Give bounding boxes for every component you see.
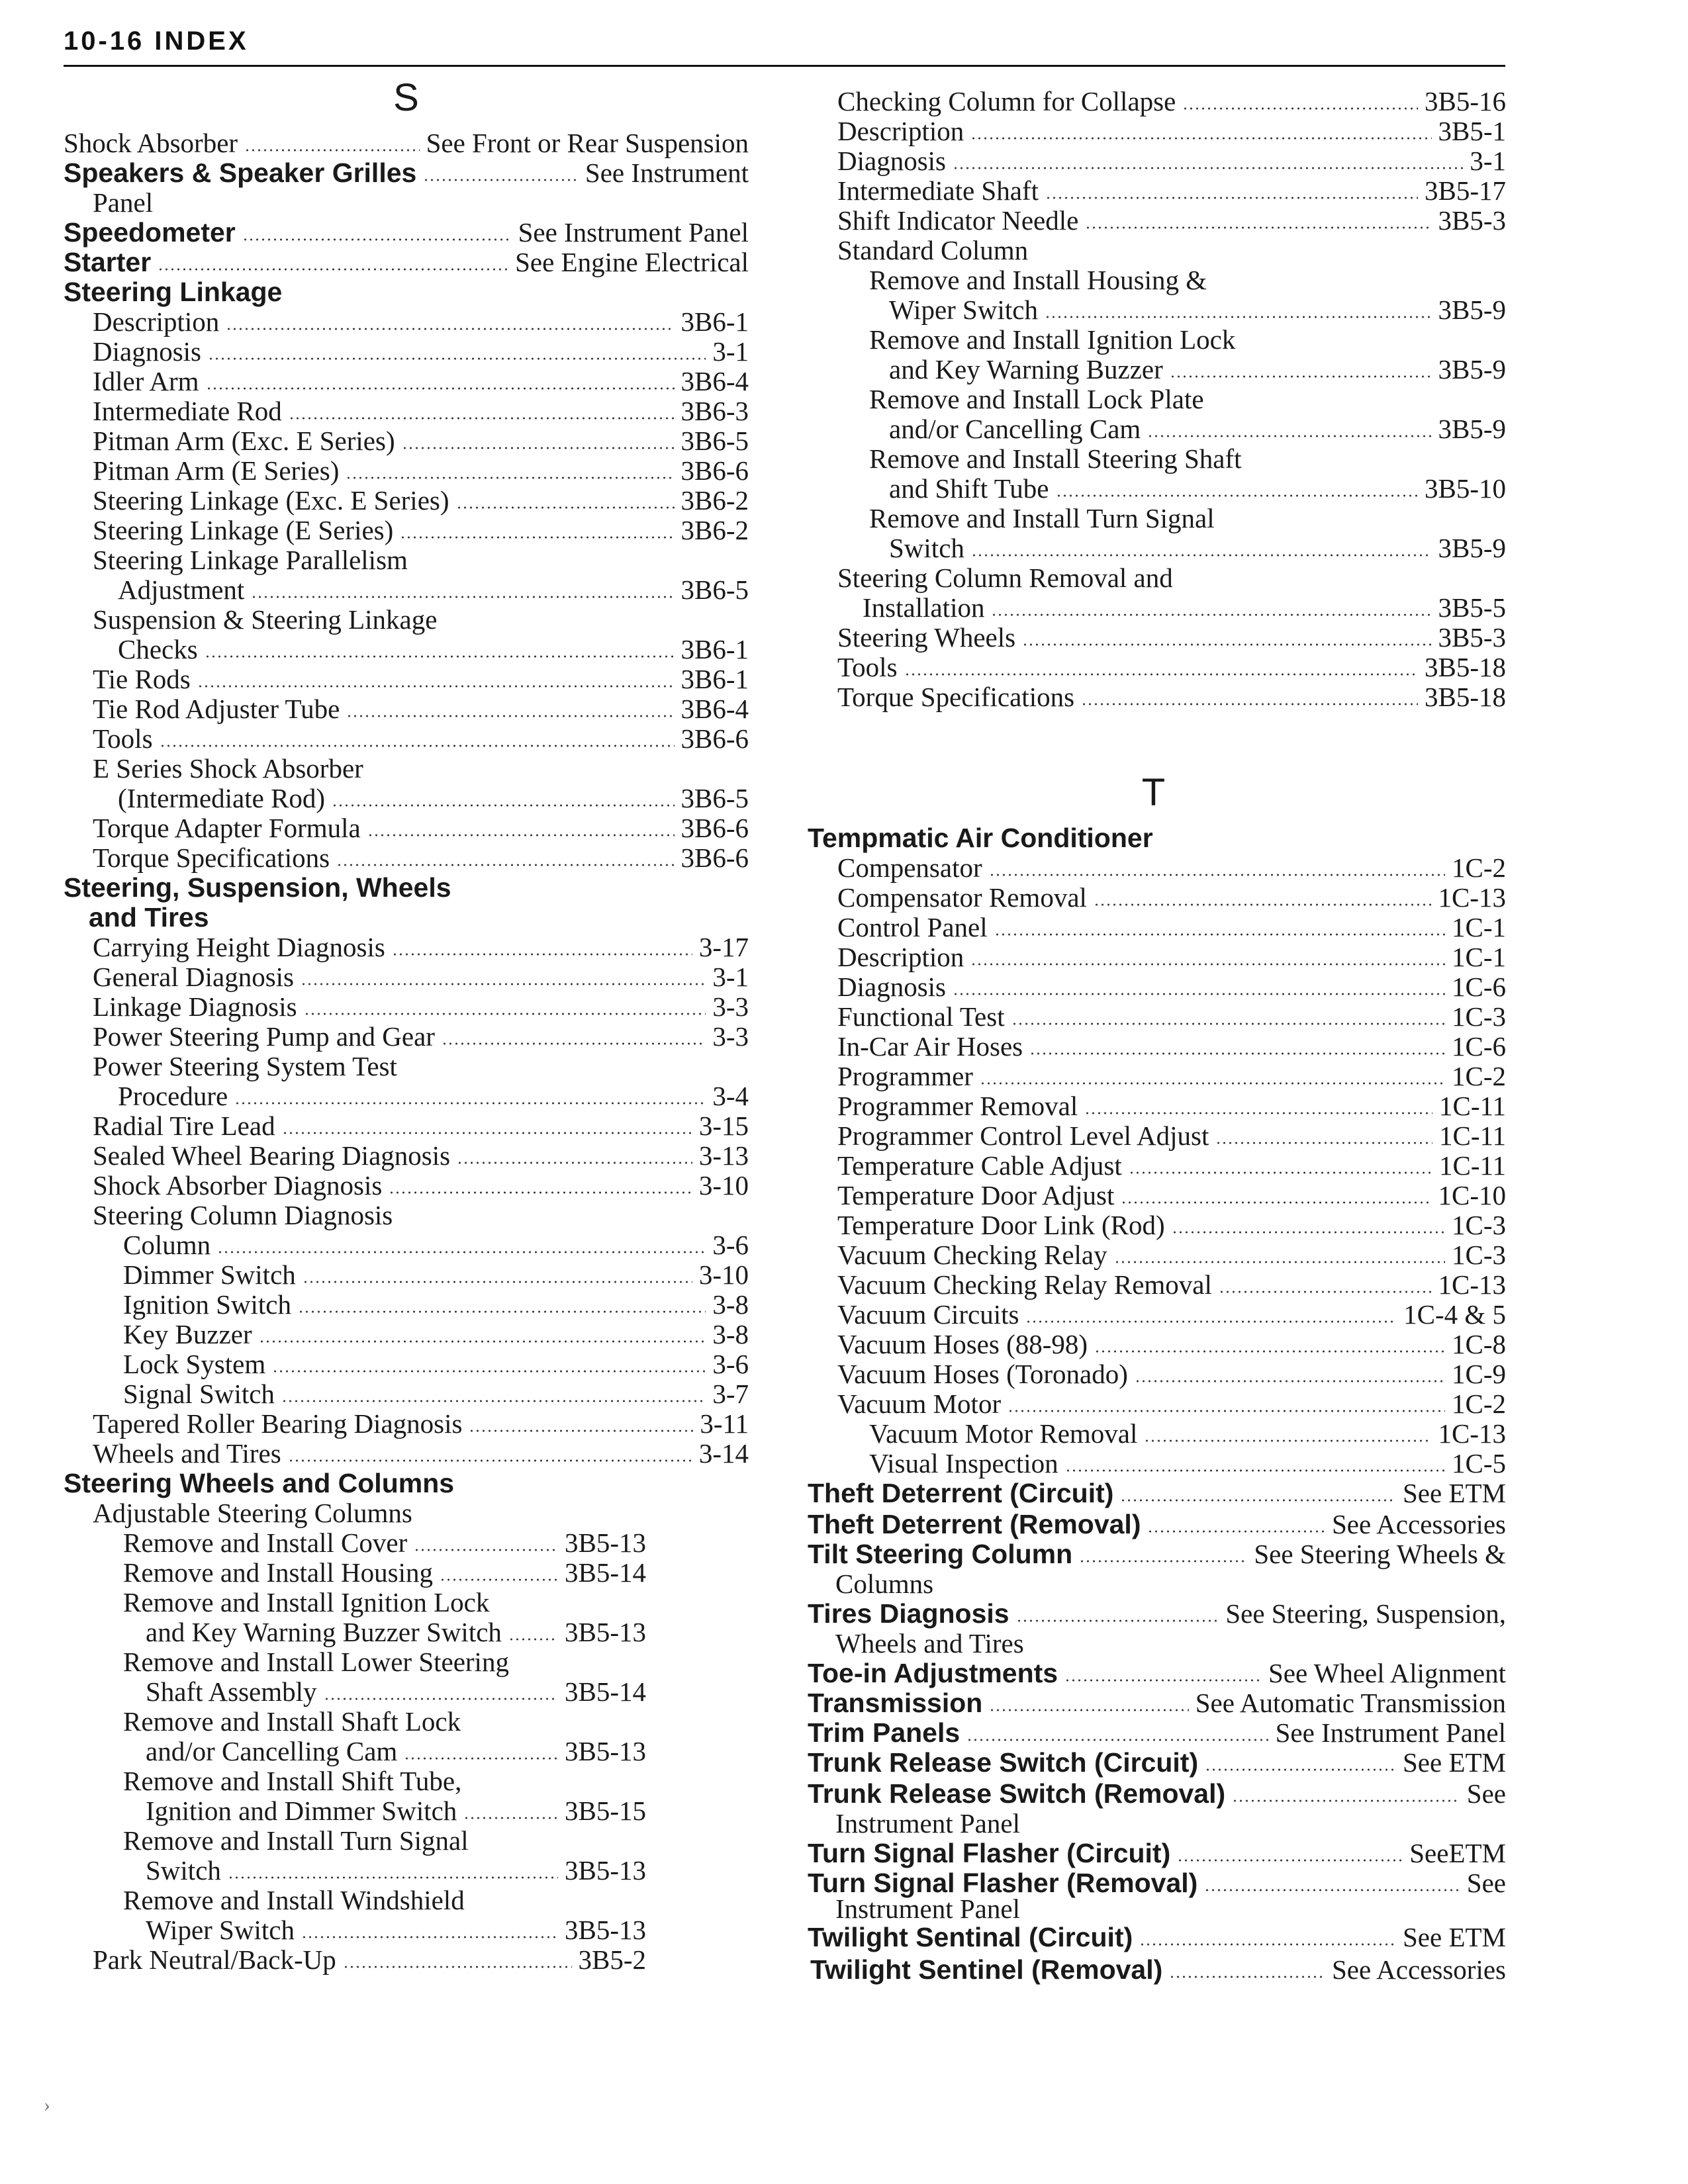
index-heading: Trunk Release Switch (Circuit) See ETM <box>808 1747 1506 1778</box>
index-entry: Temperature Door Link (Rod) 1C-3 <box>837 1210 1506 1240</box>
index-entry-cont: Shaft Assembly 3B5-14 <box>146 1676 646 1707</box>
index-entry: Remove and Install Cover 3B5-13 <box>123 1527 646 1558</box>
index-heading: Twilight Sentinal (Circuit) See ETM <box>808 1922 1506 1952</box>
index-entry: Power Steering System Test <box>93 1051 397 1081</box>
index-entry: Remove and Install Windshield <box>123 1885 465 1915</box>
index-entry-cont: and Key Warning Buzzer 3B5-9 <box>889 354 1506 385</box>
index-entry-cont: and/or Cancelling Cam 3B5-9 <box>889 414 1506 444</box>
index-heading: Steering Wheels and Columns <box>64 1468 455 1498</box>
index-entry-cont: Wheels and Tires <box>835 1628 1024 1659</box>
index-entry: Remove and Install Steering Shaft <box>869 443 1242 474</box>
index-entry: Idler Arm 3B6-4 <box>93 366 749 396</box>
index-entry: Visual Inspection 1C-5 <box>869 1448 1506 1479</box>
index-entry: Wheels and Tires 3-14 <box>93 1438 749 1469</box>
index-entry-cont: Adjustment 3B6-5 <box>118 574 749 605</box>
index-entry: Tools 3B6-6 <box>93 723 749 754</box>
index-entry: Tapered Roller Bearing Diagnosis 3-11 <box>93 1408 749 1439</box>
index-entry: Remove and Install Shift Tube, <box>123 1766 462 1796</box>
index-entry: Checking Column for Collapse 3B5-16 <box>837 86 1506 116</box>
index-entry: Remove and Install Lock Plate <box>869 384 1204 414</box>
index-entry: Remove and Install Ignition Lock <box>869 324 1236 355</box>
index-entry: Remove and Install Turn Signal <box>123 1825 469 1856</box>
index-entry-cont: Panel <box>93 187 154 218</box>
index-entry: Remove and Install Ignition Lock <box>123 1587 490 1617</box>
index-entry: Steering Column Removal and <box>837 563 1173 593</box>
index-entry: Remove and Install Shaft Lock <box>123 1706 461 1737</box>
index-heading: Starter See Engine Electrical <box>64 247 749 277</box>
index-entry: Intermediate Rod 3B6-3 <box>93 396 749 426</box>
index-heading-cont: and Tires <box>89 902 209 933</box>
index-entry: Diagnosis 3-1 <box>93 336 749 367</box>
index-entry: Key Buzzer 3-8 <box>123 1319 749 1349</box>
index-entry-cont: Instrument Panel <box>835 1808 1020 1839</box>
index-heading: Speedometer See Instrument Panel <box>64 217 749 248</box>
index-entry: Steering Linkage (E Series) 3B6-2 <box>93 515 749 545</box>
index-entry-cont: Procedure 3-4 <box>118 1081 749 1111</box>
index-entry: Diagnosis 1C-6 <box>837 972 1506 1002</box>
index-entry: In-Car Air Hoses 1C-6 <box>837 1031 1506 1062</box>
index-entry: Control Panel 1C-1 <box>837 912 1506 942</box>
index-heading: Speakers & Speaker Grilles See Instrument <box>64 158 749 188</box>
index-entry: Functional Test 1C-3 <box>837 1001 1506 1032</box>
index-entry: Torque Specifications 3B5-18 <box>837 682 1506 712</box>
index-heading: Transmission See Automatic Transmission <box>808 1688 1506 1718</box>
index-entry: Park Neutral/Back-Up 3B5-2 <box>93 1944 646 1975</box>
index-heading: Turn Signal Flasher (Circuit) SeeETM <box>808 1838 1506 1868</box>
index-entry-cont: Ignition and Dimmer Switch 3B5-15 <box>146 1796 646 1826</box>
index-entry: Programmer Control Level Adjust 1C-11 <box>837 1120 1506 1151</box>
header-rule <box>64 65 1505 67</box>
index-entry: Power Steering Pump and Gear 3-3 <box>93 1021 749 1052</box>
index-entry: Radial Tire Lead 3-15 <box>93 1111 749 1141</box>
index-heading: Tempmatic Air Conditioner <box>808 823 1153 853</box>
index-entry: Signal Switch 3-7 <box>123 1379 749 1409</box>
index-entry: Remove and Install Housing & <box>869 265 1207 295</box>
index-entry: Intermediate Shaft 3B5-17 <box>837 175 1506 206</box>
index-heading: Theft Deterrent (Removal) See Accessories <box>808 1509 1506 1539</box>
index-entry: Adjustable Steering Columns <box>93 1498 412 1528</box>
index-heading: Tilt Steering Column See Steering Wheels & <box>808 1539 1506 1569</box>
index-entry: Temperature Door Adjust 1C-10 <box>837 1180 1506 1210</box>
index-entry: Remove and Install Turn Signal <box>869 503 1215 533</box>
index-entry: Vacuum Circuits 1C-4 & 5 <box>837 1299 1506 1330</box>
index-entry: Description 3B5-1 <box>837 116 1506 146</box>
index-entry: Vacuum Hoses (Toronado) 1C-9 <box>837 1359 1506 1389</box>
index-entry: Tie Rods 3B6-1 <box>93 664 749 694</box>
index-entry: Compensator 1C-2 <box>837 852 1506 883</box>
index-entry-cont: Wiper Switch 3B5-9 <box>889 295 1506 325</box>
section-letter-s: S <box>393 76 419 119</box>
index-entry: Linkage Diagnosis 3-3 <box>93 991 749 1022</box>
index-entry-cont: Switch 3B5-13 <box>146 1855 646 1886</box>
index-entry-cont: (Intermediate Rod) 3B6-5 <box>118 783 749 813</box>
index-heading: Trunk Release Switch (Removal) See <box>808 1778 1506 1809</box>
index-heading: Twilight Sentinel (Removal) See Accessories <box>810 1954 1506 1985</box>
index-entry: Ignition Switch 3-8 <box>123 1289 749 1320</box>
index-entry: Steering Wheels 3B5-3 <box>837 622 1506 653</box>
index-entry-cont: Installation 3B5-5 <box>863 592 1506 623</box>
index-entry-cont: Instrument Panel <box>835 1893 1020 1924</box>
index-entry: Steering Column Diagnosis <box>93 1200 393 1230</box>
index-heading: Tires Diagnosis See Steering, Suspension, <box>808 1598 1506 1629</box>
index-entry: Vacuum Hoses (88-98) 1C-8 <box>837 1329 1506 1359</box>
index-entry: Pitman Arm (Exc. E Series) 3B6-5 <box>93 426 749 456</box>
index-entry: Remove and Install Lower Steering <box>123 1647 509 1677</box>
index-entry: Pitman Arm (E Series) 3B6-6 <box>93 455 749 486</box>
index-entry: Temperature Cable Adjust 1C-11 <box>837 1150 1506 1181</box>
index-entry: Shock Absorber Diagnosis 3-10 <box>93 1170 749 1201</box>
index-entry-cont: Switch 3B5-9 <box>889 533 1506 563</box>
index-entry: Carrying Height Diagnosis 3-17 <box>93 932 749 962</box>
scan-mark: › <box>44 2094 50 2116</box>
index-entry: Vacuum Checking Relay Removal 1C-13 <box>837 1269 1506 1300</box>
index-entry: Shift Indicator Needle 3B5-3 <box>837 205 1506 236</box>
index-entry: Column 3-6 <box>123 1230 749 1260</box>
index-entry: Sealed Wheel Bearing Diagnosis 3-13 <box>93 1140 749 1171</box>
index-entry: Torque Specifications 3B6-6 <box>93 842 749 873</box>
index-heading: Toe-in Adjustments See Wheel Alignment <box>808 1658 1506 1688</box>
index-entry: Description 1C-1 <box>837 942 1506 972</box>
index-entry: Tools 3B5-18 <box>837 652 1506 682</box>
index-heading: Steering, Suspension, Wheels <box>64 872 451 903</box>
page-header: 10-16 INDEX <box>64 26 249 56</box>
index-entry: Remove and Install Housing 3B5-14 <box>123 1557 646 1588</box>
index-entry: E Series Shock Absorber <box>93 753 363 784</box>
index-entry: Torque Adapter Formula 3B6-6 <box>93 813 749 843</box>
index-entry: Compensator Removal 1C-13 <box>837 882 1506 913</box>
index-entry-cont: and/or Cancelling Cam 3B5-13 <box>146 1736 646 1766</box>
index-entry: Steering Linkage Parallelism <box>93 545 408 575</box>
index-entry-cont: Wiper Switch 3B5-13 <box>146 1915 646 1945</box>
index-entry: Programmer 1C-2 <box>837 1061 1506 1091</box>
index-entry: Description 3B6-1 <box>93 306 749 337</box>
index-entry: Suspension & Steering Linkage <box>93 604 438 635</box>
index-entry: Lock System 3-6 <box>123 1349 749 1379</box>
index-entry: Dimmer Switch 3-10 <box>123 1259 749 1290</box>
index-entry: Diagnosis 3-1 <box>837 146 1506 176</box>
index-entry-cont: Checks 3B6-1 <box>118 634 749 664</box>
index-entry: Standard Column <box>837 235 1029 265</box>
index-heading: Turn Signal Flasher (Removal) See <box>808 1868 1506 1898</box>
index-entry: Shock Absorber See Front or Rear Suspension <box>64 128 749 158</box>
section-letter-t: T <box>1141 771 1166 814</box>
index-heading: Steering Linkage <box>64 277 283 307</box>
index-entry-cont: and Key Warning Buzzer Switch 3B5-13 <box>146 1617 646 1647</box>
index-heading: Trim Panels See Instrument Panel <box>808 1717 1506 1748</box>
index-heading: Theft Deterrent (Circuit) See ETM <box>808 1478 1506 1508</box>
index-entry: Vacuum Checking Relay 1C-3 <box>837 1240 1506 1270</box>
index-entry: Tie Rod Adjuster Tube 3B6-4 <box>93 694 749 724</box>
index-entry: Programmer Removal 1C-11 <box>837 1091 1506 1121</box>
index-entry-cont: and Shift Tube 3B5-10 <box>889 473 1506 504</box>
index-entry: Vacuum Motor 1C-2 <box>837 1388 1506 1419</box>
index-entry: Vacuum Motor Removal 1C-13 <box>869 1418 1506 1449</box>
index-entry: Steering Linkage (Exc. E Series) 3B6-2 <box>93 485 749 516</box>
index-entry: General Diagnosis 3-1 <box>93 962 749 992</box>
index-entry-cont: Columns <box>835 1569 934 1599</box>
